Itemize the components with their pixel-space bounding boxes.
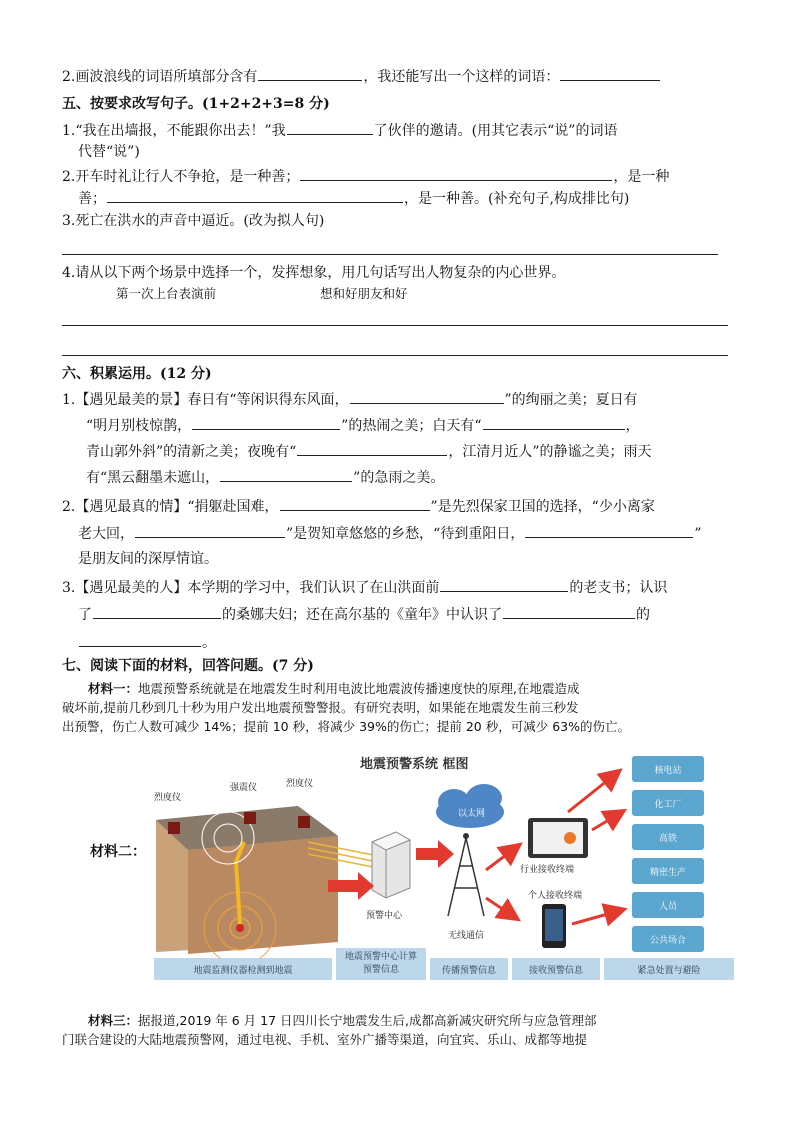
ethernet-label: 以太网 (458, 809, 486, 819)
answer-blank[interactable] (300, 166, 612, 181)
answer-blank[interactable] (258, 66, 362, 81)
material-3-line-1: 材料三：据报道,2019 年 6 月 17 日四川长宁地震发生后,成都高新减灾研究所与应急管理部 (88, 1013, 597, 1028)
target-label: 化工厂 (654, 800, 682, 810)
target-label: 精密生产 (649, 868, 687, 878)
answer-blank[interactable] (560, 66, 660, 81)
industry-terminal-label: 行业接收终端 (520, 865, 575, 875)
stage-label: 接收预警信息 (528, 966, 584, 976)
sensor-device (244, 812, 256, 824)
answer-blank[interactable] (220, 467, 352, 482)
s6-line-2: “明月别枝惊鹊， ”的热闹之美；白天有“ ， (86, 415, 640, 436)
target-label: 高铁 (658, 834, 678, 844)
material-1-line-1: 材料一：地震预警系统就是在地震发生时利用电波比地震波传播速度快的原理,在地震造成 (88, 681, 580, 696)
s5-item-2: 2.开车时礼让行人不争抢，是一种善； ，是一种 (62, 166, 669, 187)
answer-blank[interactable] (93, 604, 221, 619)
flow-arrow (416, 840, 454, 868)
scene-option-1: 第一次上台表演前 (116, 286, 217, 301)
answer-blank[interactable] (192, 415, 340, 430)
s6-line-5: 2.【遇见最真的情】“捐躯赴国难， ”是先烈保家卫国的选择，“少小离家 (62, 496, 655, 517)
answer-blank[interactable] (503, 604, 635, 619)
answer-blank[interactable] (135, 523, 285, 538)
phone-icon (542, 904, 566, 948)
flow-arrow (572, 910, 622, 924)
diagram-title: 地震预警系统 框图 (360, 757, 469, 772)
section-5-heading: 五、按要求改写句子。(1+2+2+3=8 分) (62, 96, 330, 112)
earth-crust-illustration (156, 806, 338, 964)
stage-label: 紧急处置与避险 (637, 966, 701, 976)
s5-item-2-cont: 善； ，是一种善。(补充句子,构成排比句) (78, 188, 629, 209)
section-7-heading: 七、阅读下面的材料，回答问题。(7 分) (62, 658, 314, 674)
answer-blank[interactable] (287, 120, 373, 135)
answer-blank[interactable] (525, 523, 693, 538)
s6-line-10: 。 (78, 632, 216, 653)
answer-blank[interactable] (350, 389, 504, 404)
question-2: 2.画波浪线的词语所填部分含有 ，我还能写出一个这样的词语： (62, 66, 661, 87)
wireless-label: 无线通信 (448, 931, 485, 941)
cloud-icon (436, 784, 504, 828)
flow-arrow (568, 772, 618, 812)
sensor-device (168, 822, 180, 834)
target-label: 公共场合 (649, 936, 687, 946)
flow-arrow (486, 898, 516, 918)
answer-blank[interactable] (297, 441, 447, 456)
answer-blank[interactable] (440, 577, 568, 592)
sensor-label: 烈度仪 (286, 779, 314, 789)
s6-line-4: 有“黑云翻墨未遮山， ”的急雨之美。 (86, 467, 444, 488)
answer-line[interactable] (62, 355, 728, 356)
sensor-device (298, 816, 310, 828)
s5-item-1: 1.“我在出墙报，不能跟你出去！”我 了伙伴的邀请。(用其它表示“说”的词语 (62, 120, 617, 141)
stage-label-wrap (336, 948, 426, 980)
flow-arrow (592, 812, 622, 830)
material-3-line-2: 门联合建设的大陆地震预警网，通过电视、手机、室外广播等渠道，向宜宾、乐山、成都等地提 (62, 1032, 588, 1047)
s6-line-6: 老大回， ”是贺知章悠悠的乡愁，“待到重阳日， ” (78, 523, 702, 544)
antenna-tower-icon (448, 833, 484, 916)
stage-label: 地震监测仪器检测到地震 (193, 966, 293, 976)
stage-bar (154, 948, 734, 980)
material-1-line-3: 出预警，伤亡人数可减少 14%；提前 10 秒，将减少 39%的伤亡；提前 20 秒，可减少 63%的伤亡。 (62, 719, 630, 734)
section-6-heading: 六、积累运用。(12 分) (62, 366, 212, 382)
scene-option-2: 想和好朋友和好 (320, 286, 408, 301)
target-label: 人员 (658, 902, 678, 912)
answer-line[interactable] (62, 254, 718, 255)
sensor-label: 烈度仪 (154, 793, 182, 803)
targets-group (632, 756, 704, 952)
answer-blank[interactable] (483, 415, 625, 430)
s6-line-7: 是朋友间的深厚情谊。 (78, 551, 218, 567)
s6-line-9: 了 的桑娜夫妇；还在高尔基的《童年》中认识了 的 (78, 604, 650, 625)
answer-blank[interactable] (280, 496, 430, 511)
s5-item-4: 4.请从以下两个场景中选择一个，发挥想象，用几句话写出人物复杂的内心世界。 (62, 265, 566, 281)
personal-terminal-label: 个人接收终端 (528, 891, 583, 901)
s6-line-3: 青山郭外斜”的清新之美；夜晚有“ ，江清月近人”的静谧之美；雨天 (86, 441, 652, 462)
s5-item-1-cont: 代替“说”) (78, 144, 140, 160)
answer-blank[interactable] (107, 188, 403, 203)
warning-center-label: 预警中心 (366, 911, 403, 921)
s5-item-3: 3.死亡在洪水的声音中逼近。(改为拟人句) (62, 213, 325, 229)
server-icon (372, 832, 410, 898)
s6-line-8: 3.【遇见最美的人】本学期的学习中，我们认识了在山洪面前 的老支书；认识 (62, 577, 667, 598)
stage-label: 传播预警信息 (441, 966, 497, 976)
material-2-label: 材料二： (90, 844, 146, 860)
flow-arrow (486, 846, 518, 870)
answer-line[interactable] (62, 325, 728, 326)
earthquake-warning-diagram (148, 742, 738, 982)
material-1-line-2: 破坏前,提前几秒到几十秒为用户发出地震预警警报。有研究表明，如果能在地震发生前三秒发 (62, 700, 579, 715)
target-label: 核电站 (654, 766, 682, 776)
tablet-icon (528, 818, 588, 858)
sensor-label: 强震仪 (230, 783, 258, 793)
answer-blank[interactable] (79, 632, 201, 647)
s6-line-1: 1.【遇见最美的景】春日有“等闲识得东风面， ”的绚丽之美；夏日有 (62, 389, 638, 410)
stage-label: 地震预警中心计算预警信息 (344, 952, 417, 975)
